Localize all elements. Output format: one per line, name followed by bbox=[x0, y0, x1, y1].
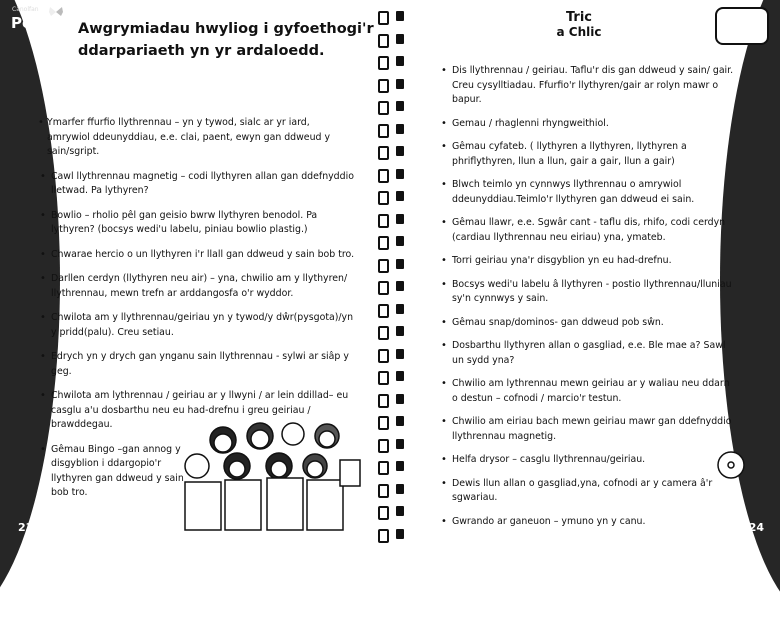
coil-ring bbox=[378, 236, 389, 250]
list-item: • Cawl llythrennau magnetig – codi llythyren allan gan ddefnyddio lletwad. Pa lythyren? bbox=[40, 170, 355, 199]
butterfly-logo-icon bbox=[48, 6, 64, 18]
coil-ring bbox=[378, 146, 389, 160]
coil-ring bbox=[378, 56, 389, 70]
coil-ring bbox=[378, 416, 389, 430]
list-item: • Gêmau Bingo –gan annog y disgyblion i ddargopio'r llythyren gan ddweud y sain bob tro. bbox=[40, 443, 201, 501]
badge-text bbox=[394, 11, 764, 39]
right-tips-list bbox=[441, 64, 737, 538]
coil-ring bbox=[378, 281, 389, 295]
logo-name: Peniarth bbox=[11, 14, 84, 32]
list-item: • Chwarae hercio o un llythyren i'r llall gan ddweud y sain bob tro. bbox=[40, 248, 355, 263]
list-item: • Gêmau llawr, e.e. Sgwâr cant - taflu dis, rhifo, codi cerdyn (cardiau llythrennau neu eiriau) yna, ymateb. bbox=[441, 216, 737, 245]
peniarth-logo bbox=[8, 6, 84, 46]
list-item: • Helfa drysor – casglu llythrennau/geiriau. bbox=[441, 453, 737, 468]
coil-ring bbox=[378, 506, 389, 520]
list-item: • Darllen cerdyn (llythyren neu air) – yna, chwilio am y llythyren/ llythrennau, mewn trefn ar arddangosfa o'r wyddor. bbox=[40, 272, 355, 301]
coil-ring bbox=[378, 191, 389, 205]
coil-ring bbox=[378, 439, 389, 453]
coil-ring bbox=[378, 101, 389, 115]
list-item: • Ymarfer ffurfio llythrennau – yn y tywod, sialc ar yr iard, amrywiol ddeunyddiau, e.e. clai, paent, ewyn gan ddweud y sain/sgript. bbox=[43, 116, 355, 160]
list-item: • Edrych yn y drych gan ynganu sain llythrennau - sylwi ar siâp y geg. bbox=[40, 350, 355, 379]
cd-icon bbox=[716, 450, 746, 480]
list-item: • Bowlio – rholio pêl gan geisio bwrw llythyren benodol. Pa lythyren? (bocsys wedi'u labelu, piniau bowlio plastig.) bbox=[40, 209, 355, 238]
page-number: 23 bbox=[18, 521, 34, 534]
coil-ring bbox=[378, 169, 389, 183]
list-item: • Gemau / rhaglenni rhyngweithiol. bbox=[441, 117, 737, 132]
coil-ring bbox=[378, 259, 389, 273]
coil-ring bbox=[378, 326, 389, 340]
badge-line1: Tric bbox=[565, 10, 592, 25]
list-item: • Chwilio am lythrennau mewn geiriau ar y waliau neu ddarn o destun – cofnodi / marcio'r testun. bbox=[441, 377, 737, 406]
right-page bbox=[390, 0, 780, 556]
list-item: • Dewis llun allan o gasgliad,yna, cofnodi ar y camera â'r sgwariau. bbox=[441, 477, 737, 506]
coil-ring bbox=[378, 304, 389, 318]
page-title: Awgrymiadau hwyliog i gyfoethogi'r ddarpariaeth yn yr ardaloedd. bbox=[78, 21, 374, 59]
left-page bbox=[0, 0, 390, 556]
coil-ring bbox=[378, 461, 389, 475]
coil-ring bbox=[378, 484, 389, 498]
list-item: • Dis llythrennau / geiriau. Taflu'r dis gan ddweud y sain/ gair. Creu cysylltiadau. Ffurfio'r llythyren/gair ar rolyn mawr o bapur. bbox=[441, 64, 737, 108]
coil-ring bbox=[378, 371, 389, 385]
list-item: • Gêmau snap/dominos- gan ddweud pob sŵn. bbox=[441, 316, 737, 331]
list-item: • Torri geiriau yna'r disgyblion yn eu had-drefnu. bbox=[441, 254, 737, 269]
list-item: • Chwilota am lythrennau / geiriau ar y llwyni / ar lein ddillad– eu casglu a'u dosbarthu neu eu had-drefnu i greu geiriau / brawddegau. bbox=[40, 389, 355, 433]
list-item: • Chwilota am y llythrennau/geiriau yn y tywod/y dŵr(pysgota)/yn y pridd(palu). Creu setiau. bbox=[40, 311, 355, 340]
badge-line2: a Chlic bbox=[556, 25, 602, 39]
coil-ring bbox=[378, 11, 389, 25]
list-item: • Gwrando ar ganeuon – ymuno yn y canu. bbox=[441, 515, 737, 530]
coil-ring bbox=[378, 79, 389, 93]
coil-ring bbox=[378, 394, 389, 408]
coil-ring bbox=[378, 34, 389, 48]
list-item: • Dosbarthu llythyren allan o gasgliad, e.e. Ble mae a? Sawl un sydd yna? bbox=[441, 339, 737, 368]
coil-ring bbox=[378, 349, 389, 363]
list-item: • Chwilio am eiriau bach mewn geiriau mawr gan ddefnyddio llythrennau magnetig. bbox=[441, 415, 737, 444]
coil-ring bbox=[378, 214, 389, 228]
list-item: • Blwch teimlo yn cynnwys llythrennau o amrywiol ddeunyddiau.Teimlo'r llythyren gan ddweud ei sain. bbox=[441, 178, 737, 207]
logo-small-text: Canolfan bbox=[12, 6, 39, 13]
coil-ring bbox=[378, 529, 389, 543]
coil-ring bbox=[378, 124, 389, 138]
choir-illustration bbox=[175, 418, 365, 538]
page-number: 24 bbox=[748, 521, 764, 534]
list-item: • Gêmau cyfateb. ( llythyren a llythyren, llythyren a phriflythyren, llun a llun, gair a gair, llun a gair) bbox=[441, 140, 737, 169]
list-item: • Bocsys wedi'u labelu â llythyren - postio llythrennau/lluniau sy'n cynnwys y sain. bbox=[441, 278, 737, 307]
